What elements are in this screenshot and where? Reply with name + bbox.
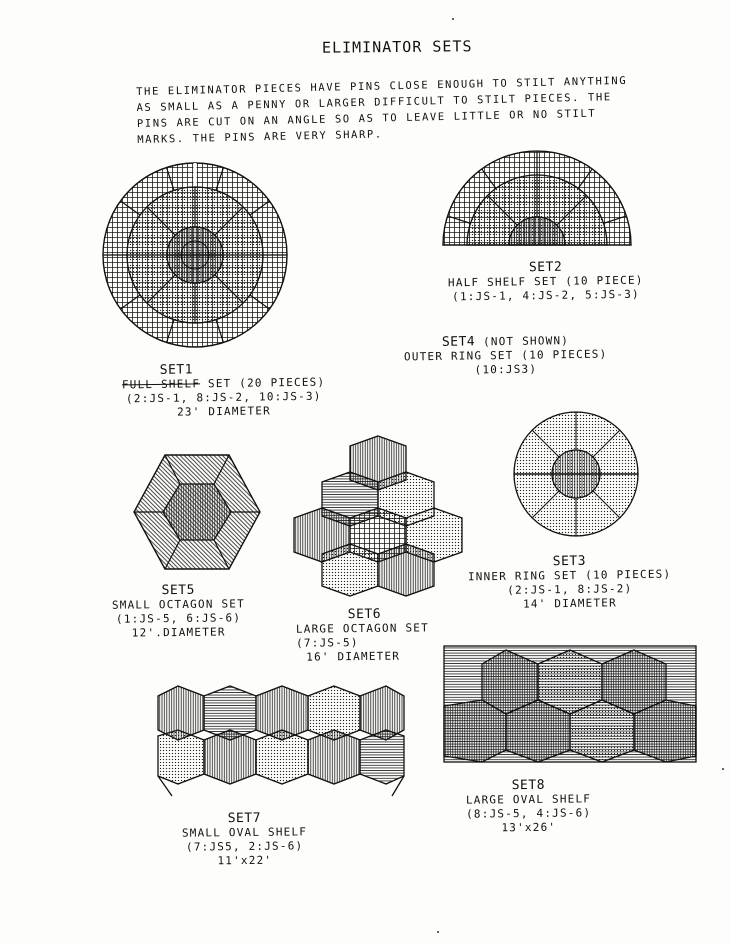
set4-name: SET4: [441, 334, 476, 350]
set2-desc: HALF SHELF SET (10 PIECE): [447, 273, 644, 290]
set2-pieces: (1:JS-1, 4:JS-2, 5:JS-3): [452, 287, 640, 304]
set5-name: SET5: [161, 582, 195, 599]
set5-desc: SMALL OCTAGON SET: [111, 597, 245, 612]
set6-size: 16' DIAMETER: [306, 649, 401, 664]
set4-caption: [404, 334, 608, 379]
scan-speck: [437, 931, 439, 933]
set7-small-oval-shelf-drawing: [156, 686, 406, 798]
intro-line: MARKS. THE PINS ARE VERY SHARP.: [137, 128, 383, 146]
set6-caption: [296, 607, 430, 664]
page-title: ELIMINATOR SETS: [321, 37, 473, 57]
set1-desc-struck: FULL SHELF: [121, 377, 201, 392]
intro-line: THE ELIMINATOR PIECES HAVE PINS CLOSE ENOUGH TO STILT ANYTHING: [136, 74, 628, 98]
set3-pieces: (2:JS-1, 8:JS-2): [507, 582, 633, 597]
set3-caption: [468, 554, 672, 613]
set6-desc: LARGE OCTAGON SET: [295, 621, 429, 636]
set1-caption: [122, 362, 326, 421]
set2-name: SET2: [528, 259, 563, 276]
set1-pieces: (2:JS-1, 8:JS-2, 10:JS-3): [125, 389, 322, 406]
set6-name: SET6: [347, 606, 382, 623]
set4-pieces: (10:JS3): [474, 362, 538, 377]
set4-note: (NOT SHOWN): [482, 334, 570, 349]
set8-size: 13'x26': [501, 820, 557, 835]
set8-name: SET8: [511, 777, 546, 794]
set6-large-octagon-drawing: [292, 436, 464, 596]
scan-speck: [452, 18, 454, 20]
set5-caption: [112, 583, 246, 640]
set6-pieces: (7:JS-5): [296, 636, 359, 650]
set4-desc: OUTER RING SET (10 PIECES): [403, 347, 608, 364]
set7-caption: [182, 811, 308, 868]
set1-size: 23' DIAMETER: [176, 404, 272, 419]
scan-speck: [722, 768, 724, 770]
set8-pieces: (8:JS-5, 4:JS-6): [466, 806, 592, 821]
set3-name: SET3: [552, 553, 587, 570]
set7-desc: SMALL OVAL SHELF: [181, 825, 308, 840]
set5-pieces: (1:JS-5, 6:JS-6): [115, 611, 242, 626]
set8-desc: LARGE OVAL SHELF: [465, 792, 592, 807]
set5-small-octagon-drawing: [132, 452, 262, 572]
set2-caption: [448, 260, 644, 305]
set8-large-oval-shelf-drawing: [442, 644, 698, 764]
set3-desc: INNER RING SET (10 PIECES): [467, 567, 672, 584]
set5-size: 12'.DIAMETER: [131, 625, 226, 640]
set7-size: 11'x22': [217, 853, 273, 868]
set8-caption: [466, 778, 592, 835]
set1-desc: SET (20 PIECES): [200, 375, 326, 391]
set7-name: SET7: [227, 810, 262, 827]
set7-pieces: (7:JS5, 2:JS-6): [185, 839, 304, 854]
intro-paragraph: [136, 71, 707, 148]
set2-half-shelf-drawing: [440, 150, 635, 250]
set1-full-shelf-drawing: [100, 160, 290, 350]
intro-line: AS SMALL AS A PENNY OR LARGER DIFFICULT TO STILT PIECES. THE: [136, 91, 612, 114]
set3-inner-ring-drawing: [510, 408, 642, 540]
set3-size: 14' DIAMETER: [522, 596, 617, 611]
set1-name: SET1: [159, 362, 194, 378]
intro-line: PINS ARE CUT ON AN ANGLE SO AS TO LEAVE LITTLE OR NO STILT: [136, 107, 597, 130]
